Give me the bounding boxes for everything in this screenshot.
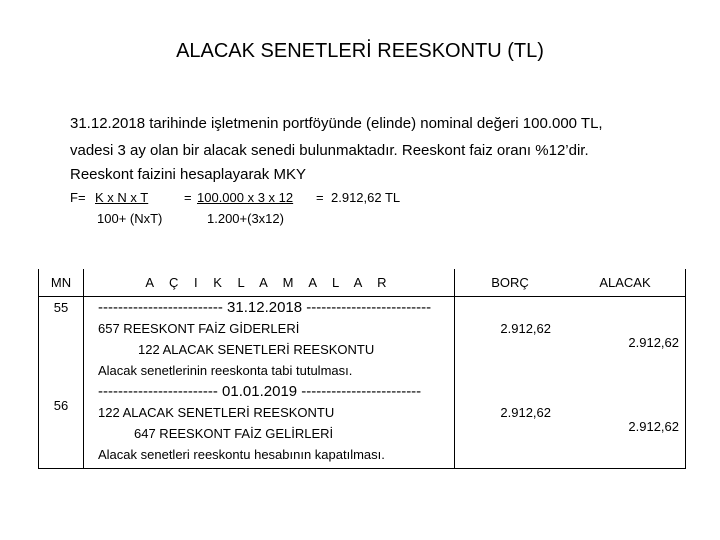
formula-calc-denominator: 1.200+(3x12) bbox=[207, 211, 284, 226]
entry-credit-account: 647 REESKONT FAİZ GELİRLERİ bbox=[134, 426, 334, 441]
header-alacak: ALACAK bbox=[565, 269, 686, 297]
formula-calc-numerator: 100.000 x 3 x 12 bbox=[197, 190, 294, 205]
paragraph-line-1: 31.12.2018 tarihinde işletmenin portföyünde (elinde) nominal değeri 100.000 TL, bbox=[70, 115, 603, 132]
formula-equals-1: = bbox=[184, 190, 192, 205]
entry-debit-account: 657 REESKONT FAİZ GİDERLERİ bbox=[98, 321, 300, 336]
entry-description: Alacak senetleri reeskontu hesabının kapatılması. bbox=[98, 447, 385, 462]
paragraph-line-2: vadesi 3 ay olan bir alacak senedi bulunmaktadır. Reeskont faiz oranı %12’dir. bbox=[70, 142, 589, 159]
journal-header-row bbox=[39, 269, 686, 297]
entry-borc-amount: 2.912,62 bbox=[500, 321, 551, 336]
page-title: ALACAK SENETLERİ REESKONTU (TL) bbox=[176, 40, 544, 62]
formula-result: 2.912,62 TL bbox=[331, 190, 401, 205]
header-aciklama: A Ç I K L A M A L A R bbox=[84, 269, 455, 297]
entry-credit-account: 122 ALACAK SENETLERİ REESKONTU bbox=[138, 342, 375, 357]
entry-date-line: ------------------------ 01.01.2019 ------------------------ bbox=[98, 383, 422, 400]
entry-mn: 56 bbox=[53, 398, 69, 413]
entry-borc-amount: 2.912,62 bbox=[500, 405, 551, 420]
paragraph-line-3: Reeskont faizini hesaplayarak MKY bbox=[70, 166, 306, 183]
entry-alacak-amount: 2.912,62 bbox=[628, 335, 679, 350]
entry-date-line: ------------------------- 31.12.2018 ------------------------- bbox=[98, 299, 432, 316]
entry-description: Alacak senetlerinin reeskonta tabi tutulması. bbox=[98, 363, 353, 378]
formula-denominator: 100+ (NxT) bbox=[97, 211, 163, 226]
entry-debit-account: 122 ALACAK SENETLERİ REESKONTU bbox=[98, 405, 335, 420]
header-borc: BORÇ bbox=[455, 269, 566, 297]
entry-alacak-amount: 2.912,62 bbox=[628, 419, 679, 434]
journal-entry-56 bbox=[39, 381, 686, 469]
entry-mn: 55 bbox=[53, 300, 69, 315]
formula-equals-2: = bbox=[316, 190, 324, 205]
header-mn: MN bbox=[39, 269, 84, 297]
journal-entry-55 bbox=[39, 297, 686, 382]
formula-prefix: F= bbox=[70, 190, 86, 205]
journal-table bbox=[38, 269, 686, 469]
formula-numerator: K x N x T bbox=[95, 190, 149, 205]
